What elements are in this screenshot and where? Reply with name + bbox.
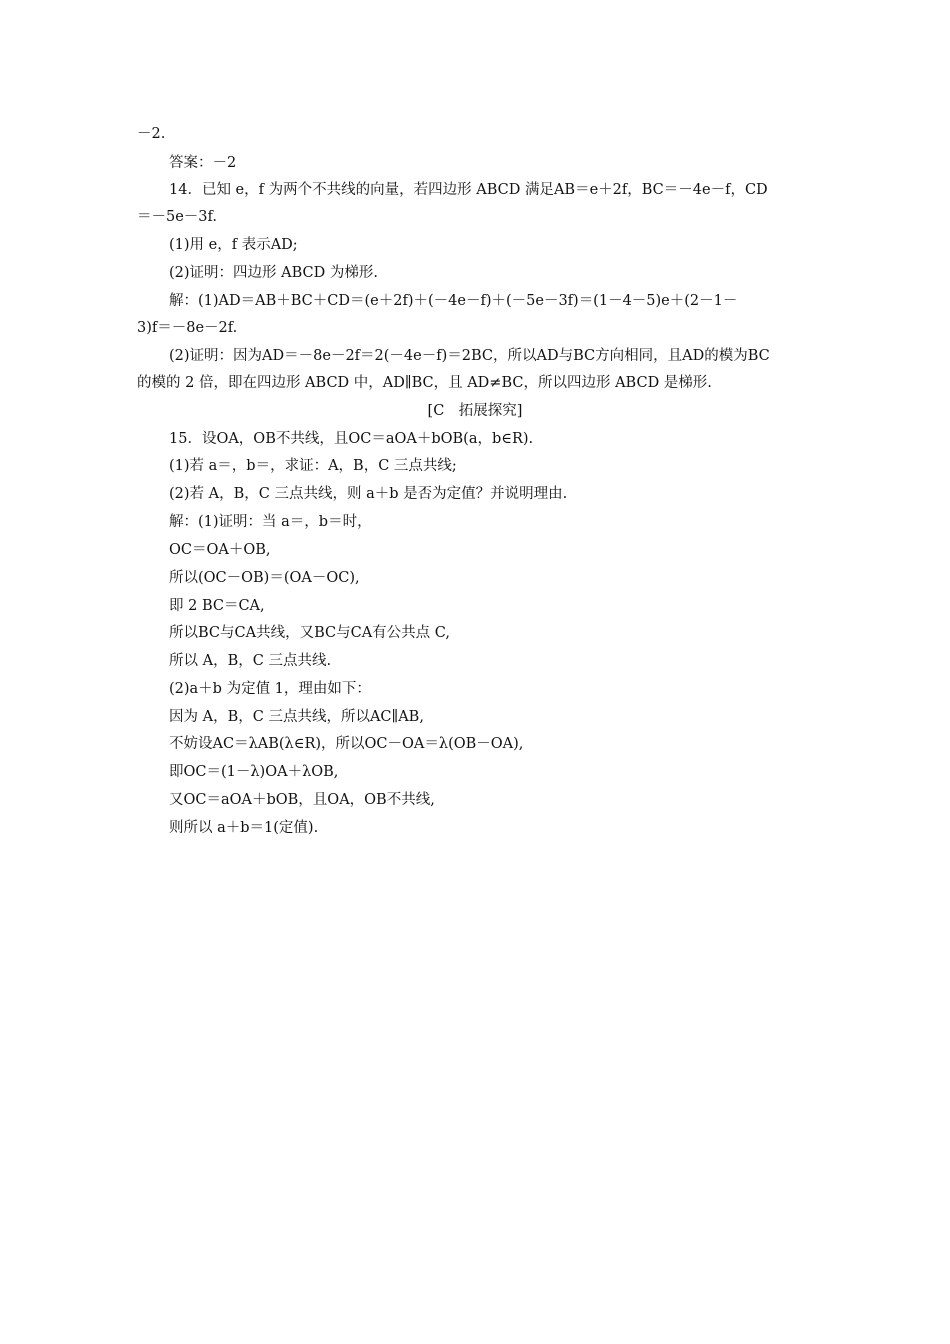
- text-line: 即 2 BC＝CA,: [169, 598, 265, 614]
- text-line: 答案：－2: [169, 155, 237, 171]
- text-line: 因为 A，B，C 三点共线，所以AC∥AB,: [169, 709, 424, 725]
- text-line: (1)若 a＝，b＝，求证：A，B，C 三点共线;: [169, 458, 457, 474]
- text-line: ＝－5e－3f.: [137, 209, 217, 225]
- text-line: 解：(1)证明：当 a＝，b＝时，: [169, 514, 372, 530]
- text-line: (1)用 e，f 表示AD;: [169, 237, 298, 253]
- text-line: －2.: [137, 126, 166, 142]
- text-line: OC＝OA＋OB,: [169, 542, 271, 558]
- text-line: 所以(OC－OB)＝(OA－OC),: [169, 570, 360, 586]
- text-line: 解：(1)AD＝AB＋BC＋CD＝(e＋2f)＋(－4e－f)＋(－5e－3f)＝(1－4－5)e＋(2－1－: [169, 293, 738, 309]
- text-line: 3)f＝－8e－2f.: [137, 320, 238, 336]
- text-line: 所以BC与CA共线，又BC与CA有公共点 C,: [169, 625, 450, 641]
- text-line: (2)若 A，B，C 三点共线，则 a＋b 是否为定值？并说明理由.: [169, 486, 568, 502]
- section-heading: [C 拓展探究]: [427, 403, 523, 419]
- text-line: (2)证明：四边形 ABCD 为梯形.: [169, 265, 378, 281]
- text-line: (2)a＋b 为定值 1，理由如下：: [169, 681, 371, 697]
- text-line: 所以 A，B，C 三点共线.: [169, 653, 332, 669]
- problem-15-line: 15．设OA，OB不共线，且OC＝aOA＋bOB(a，b∈R).: [169, 431, 534, 447]
- text-line: 不妨设AC＝λAB(λ∈R)，所以OC－OA＝λ(OB－OA),: [169, 736, 524, 752]
- text-line: 即OC＝(1－λ)OA＋λOB,: [169, 764, 339, 780]
- text-line: 又OC＝aOA＋bOB，且OA，OB不共线,: [169, 792, 435, 808]
- problem-14-line: 14．已知 e，f 为两个不共线的向量，若四边形 ABCD 满足AB＝e＋2f，BC＝－4e－f，CD: [169, 182, 768, 198]
- text-line: 则所以 a＋b＝1(定值).: [169, 820, 319, 836]
- text-line: 的模的 2 倍，即在四边形 ABCD 中，AD∥BC，且 AD≠BC，所以四边形 ABCD 是梯形.: [137, 375, 712, 391]
- text-line: (2)证明：因为AD＝－8e－2f＝2(－4e－f)＝2BC，所以AD与BC方向相同，且AD的模为BC: [169, 348, 770, 364]
